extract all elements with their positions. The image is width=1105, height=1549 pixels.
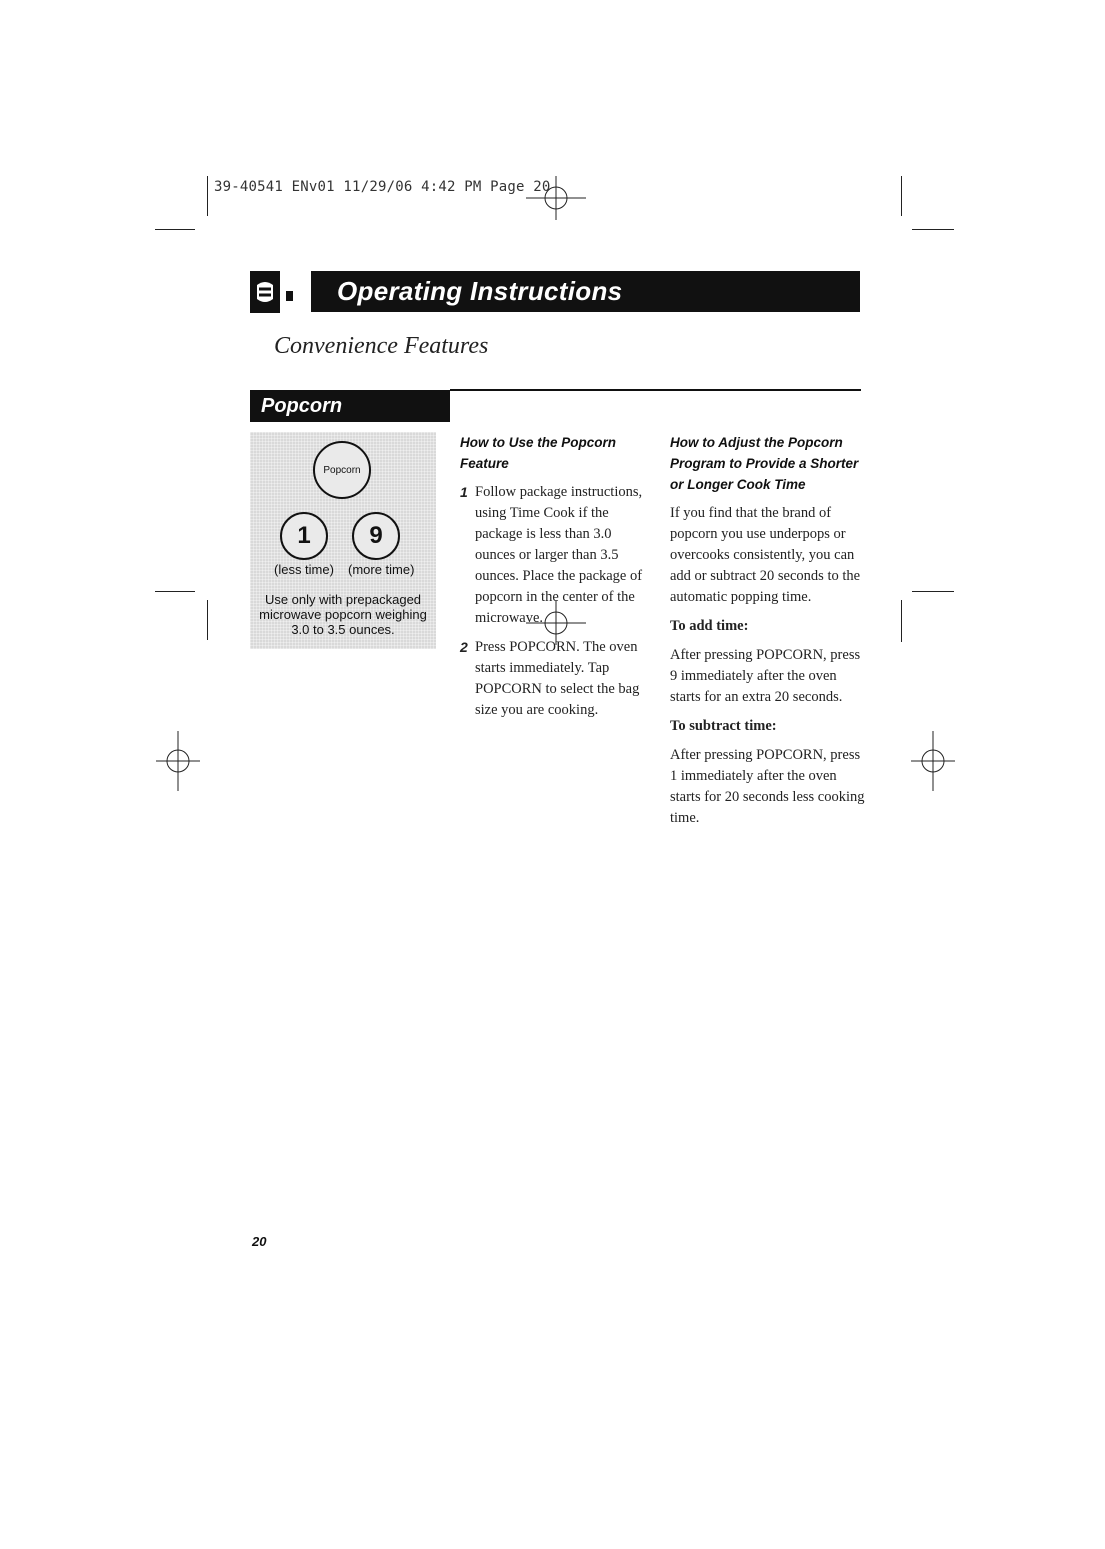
panel-note-line: 3.0 to 3.5 ounces. (291, 622, 395, 637)
keypad-illustration (250, 432, 436, 649)
how-to-adjust-column (670, 432, 865, 837)
adjust-intro: If you find that the brand of popcorn you use underpops or overcooks consistently, you can add or subtract 20 seconds to the automatic popping time. (670, 505, 861, 605)
print-slug-line: 39-40541 ENv01 11/29/06 4:42 PM Page 20 (214, 179, 551, 195)
step-text: Press POPCORN. The oven starts immediately. Tap POPCORN to select the bag size you are cooking. (475, 639, 640, 718)
registration-mark-icon (526, 168, 586, 228)
step-number: 1 (460, 484, 468, 500)
key-9: 9 (352, 512, 400, 560)
panel-note-line: Use only with prepackaged (264, 592, 422, 607)
crop-mark (901, 600, 902, 642)
microwave-icon (250, 271, 298, 313)
add-time-heading: To add time: (670, 618, 749, 634)
section-divider (450, 389, 861, 391)
popcorn-key: Popcorn (313, 441, 371, 499)
key-1: 1 (280, 512, 328, 560)
registration-mark-icon (903, 731, 963, 791)
crop-mark (912, 229, 954, 230)
subtract-time-heading: To subtract time: (670, 718, 777, 734)
popcorn-section-tab: Popcorn (250, 390, 450, 422)
how-to-adjust-heading: How to Adjust the Popcorn Program to Provide a Shorter or Longer Cook Time (670, 435, 859, 492)
crop-mark (901, 176, 902, 216)
add-time-text: After pressing POPCORN, press 9 immediately after the oven starts for an extra 20 seconds. (670, 647, 861, 705)
crop-mark (155, 229, 195, 230)
crop-mark (155, 591, 195, 592)
crop-mark (207, 176, 208, 216)
step-text: Follow package instructions, using Time Cook if the package is less than 3.0 ounces or larger than 3.5 ounces. Place the package of popcorn in the center of the microwave. (475, 484, 643, 626)
step-item (460, 637, 650, 721)
less-time-label: (less time) (274, 562, 334, 577)
page-number: 20 (252, 1234, 267, 1249)
more-time-label: (more time) (348, 562, 415, 577)
how-to-use-heading: How to Use the Popcorn Feature (460, 435, 617, 471)
step-item (460, 482, 650, 629)
registration-mark-icon (148, 731, 208, 791)
panel-note-line: microwave popcorn weighing (259, 607, 427, 622)
page-subtitle: Convenience Features (274, 333, 489, 359)
crop-mark (912, 591, 954, 592)
how-to-use-column (460, 432, 650, 729)
subtract-time-text: After pressing POPCORN, press 1 immediately after the oven starts for 20 seconds less cooking time. (670, 747, 865, 826)
section-banner: Operating Instructions (311, 271, 860, 312)
panel-note (250, 592, 436, 637)
crop-mark (207, 600, 208, 640)
step-number: 2 (460, 639, 468, 655)
